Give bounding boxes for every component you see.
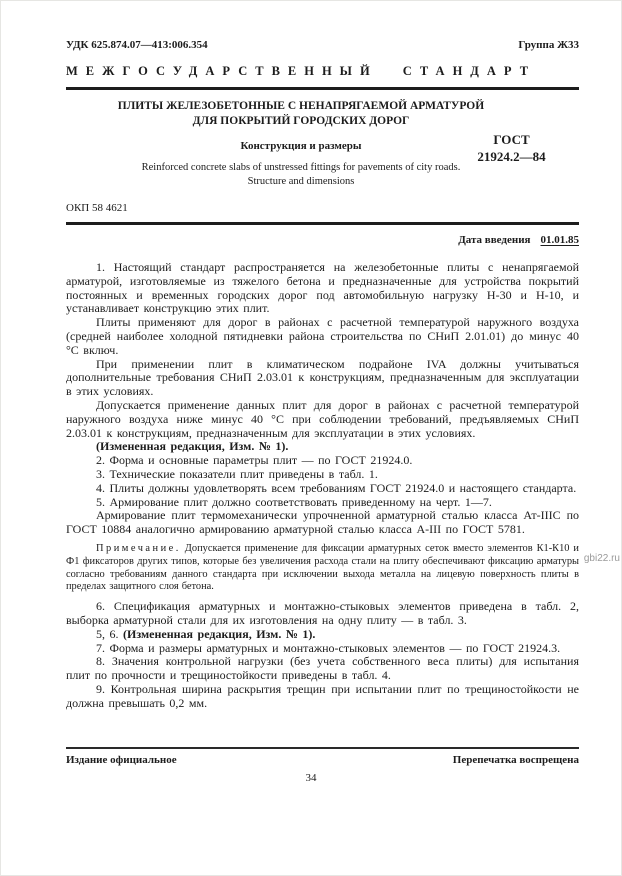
gost-designation xyxy=(444,132,579,165)
footer-divider-rule xyxy=(66,747,579,749)
paragraph-7: 7. Форма и размеры арматурных и монтажно-стыковых элементов — по ГОСТ 21924.3. xyxy=(96,640,561,655)
gost-number: 21924.2—84 xyxy=(477,148,546,164)
amendment-note-2-text: (Измененная редакция, Изм. № 1). xyxy=(123,626,316,641)
gost-label: ГОСТ xyxy=(493,132,530,147)
standard-kind-heading: МЕЖГОСУДАРСТВЕННЫЙ СТАНДАРТ xyxy=(66,64,537,78)
english-title-line2: Structure and dimensions xyxy=(247,175,355,187)
document-body xyxy=(66,261,579,711)
note-paragraph xyxy=(66,543,579,594)
okp-code: ОКП 58 4621 xyxy=(66,202,128,214)
paragraph-1: 1. Настоящий стандарт распространяется на железобетонные плиты с ненапрягаемой арматурой, изготовляемые из тяжелого бетона и предназначенные для устройства покрытий постоянных и временных городских дорог под автомобильную нагрузку Н-30 и Н-10, и устанавливает конструкцию этих плит. xyxy=(66,260,579,316)
reprint-prohibited-note: Перепечатка воспрещена xyxy=(452,754,579,766)
official-edition-note: Издание официальное xyxy=(66,754,177,766)
effective-date-line xyxy=(458,234,579,246)
udk-code: УДК 625.874.07—413:006.354 xyxy=(66,39,208,51)
paragraph-2: 2. Форма и основные параметры плит — по ГОСТ 21924.0. xyxy=(96,453,413,468)
amendment-note-2 xyxy=(66,628,579,642)
effective-date-value: 01.01.85 xyxy=(540,234,579,246)
note-text: Допускается применение для фиксации арматурных сеток вместо элементов К1-К10 и Ф1 фиксаторов других типов, которые без увеличения расхода стали на плиту обеспечивают фиксацию арматуры согласно требованиям данного стандарта при исключении выхода металла на лицевую поверхность плиты в пределах защитного слоя бетона. xyxy=(66,542,579,593)
paragraph-5: 5. Армирование плит должно соответствовать приведенному на черт. 1—7. xyxy=(96,494,492,509)
amendment-note-1: (Измененная редакция, Изм. № 1). xyxy=(96,439,289,454)
paragraph-9: 9. Контрольная ширина раскрытия трещин при испытании плит по трещиностойкости не должна превышать 0,2 мм. xyxy=(66,681,579,710)
mid-divider-rule xyxy=(66,222,579,225)
amendment-note-2-prefix: 5, 6. xyxy=(96,626,123,641)
paragraph-5a: Армирование плит термомеханически упрочненной арматурной сталью класса Ат-IIIС по ГОСТ 10884 аналогично армированию арматурной сталью класса А-III по ГОСТ 5781. xyxy=(66,508,579,537)
paragraph-1c: Допускается применение данных плит для дорог в районах с расчетной температурой наружного воздуха ниже минус 40 °С при соблюдении требований, предъявляемых СНиП 2.03.01 к конструкциям, предназначенным для эксплуатации в этих условиях. xyxy=(66,397,579,440)
paragraph-4: 4. Плиты должны удовлетворять всем требованиям ГОСТ 21924.0 и настоящего стандарта. xyxy=(96,480,577,495)
classification-row xyxy=(66,39,579,51)
paragraph-3: 3. Технические показатели плит приведены в табл. 1. xyxy=(96,466,378,481)
document-subtitle: Конструкция и размеры xyxy=(240,140,362,152)
effective-date-label: Дата введения xyxy=(458,234,531,246)
footer-row xyxy=(66,754,579,766)
paragraph-6: 6. Спецификация арматурных и монтажно-стыковых элементов приведена в табл. 2, выборка арматурной стали для их изготовления на одну плиту — в табл. 3. xyxy=(66,599,579,627)
paragraph-1a: Плиты применяют для дорог в районах с расчетной температурой наружного воздуха (средней наиболее холодной пятидневки района строительства по СНиП 2.01.01) до минус 40 °С включ. xyxy=(66,315,579,357)
document-title-line2: ДЛЯ ПОКРЫТИЙ ГОРОДСКИХ ДОРОГ xyxy=(192,114,410,127)
paragraph-8: 8. Значения контрольной нагрузки (без учета собственного веса плиты) для испытания плит по прочности и трещиностойкости приведены в табл. 4. xyxy=(66,654,579,683)
group-code: Группа Ж33 xyxy=(518,39,579,51)
page-number: 34 xyxy=(305,772,317,784)
paragraph-1b: При применении плит в климатическом подрайоне IVA должны учитываться дополнительные требования СНиП 2.03.01 к конструкциям, предназначенным для эксплуатации в этих условиях. xyxy=(66,356,579,399)
english-title-line1: Reinforced concrete slabs of unstressed fittings for pavements of city roads. xyxy=(141,162,461,173)
document-title-line1: ПЛИТЫ ЖЕЛЕЗОБЕТОННЫЕ С НЕНАПРЯГАЕМОЙ АРМАТУРОЙ xyxy=(117,100,485,112)
site-watermark: gbi22.ru xyxy=(583,553,620,564)
note-label: Примечание. xyxy=(96,542,181,554)
top-divider-rule xyxy=(66,87,579,90)
